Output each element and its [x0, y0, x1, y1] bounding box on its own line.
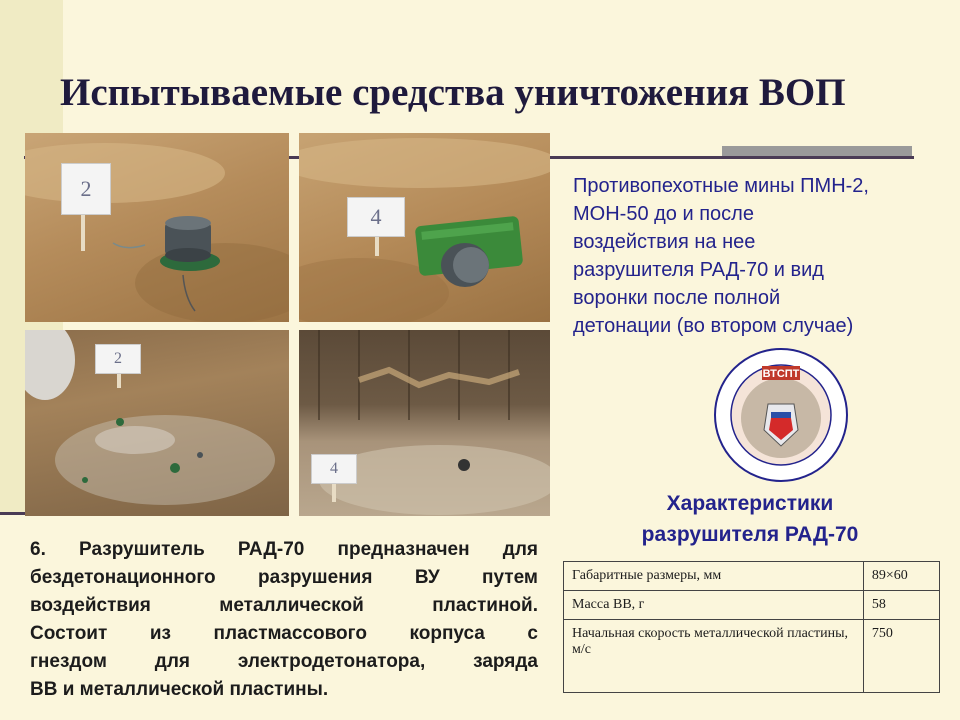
- photo-description: Противопехотные мины ПМН-2, МОН-50 до и после воздействия на нее разрушителя РАД-70 и вид воронки после полной детонации (во втором случае): [573, 175, 869, 337]
- table-row: [564, 591, 940, 620]
- value-cell: 58: [863, 591, 939, 620]
- photo-mon50-after: [299, 330, 550, 516]
- marker-card: 2: [61, 163, 111, 215]
- marker-card: 4: [347, 197, 405, 237]
- specs-table: [563, 561, 940, 693]
- photo-mon50-before: [299, 133, 550, 322]
- main-text: [30, 536, 538, 704]
- vtspt-emblem-logo: [712, 346, 850, 484]
- main-text-line: гнездом для электродетонатора, заряда: [30, 651, 538, 672]
- value-cell: 89×60: [863, 562, 939, 591]
- marker-card: 2: [95, 344, 141, 374]
- table-row: [564, 620, 940, 693]
- slide-title: Испытываемые средства уничтожения ВОП: [60, 71, 846, 114]
- accent-bar: [722, 146, 912, 156]
- value-cell: 750: [863, 620, 939, 693]
- main-text-line: 6. Разрушитель РАД-70 предназначен для: [30, 539, 538, 560]
- param-cell: Начальная скорость металлической пластины, м/с: [564, 620, 864, 693]
- main-text-line: ВВ и металлической пластины.: [30, 679, 329, 700]
- main-text-line: бездетонационного разрушения ВУ путем: [30, 567, 538, 588]
- photo-pmn2-before: [25, 133, 289, 322]
- main-text-line: Состоит из пластмассового корпуса с: [30, 623, 538, 644]
- main-text-line: воздействия металлической пластиной.: [30, 595, 538, 616]
- table-row: [564, 562, 940, 591]
- characteristics-title: Характеристики разрушителя РАД-70: [641, 492, 859, 546]
- logo-abbr: ВТСПТ: [762, 368, 800, 380]
- param-cell: Масса ВВ, г: [564, 591, 864, 620]
- marker-card: 4: [311, 454, 357, 484]
- photo-pmn2-after: [25, 330, 289, 516]
- param-cell: Габаритные размеры, мм: [564, 562, 864, 591]
